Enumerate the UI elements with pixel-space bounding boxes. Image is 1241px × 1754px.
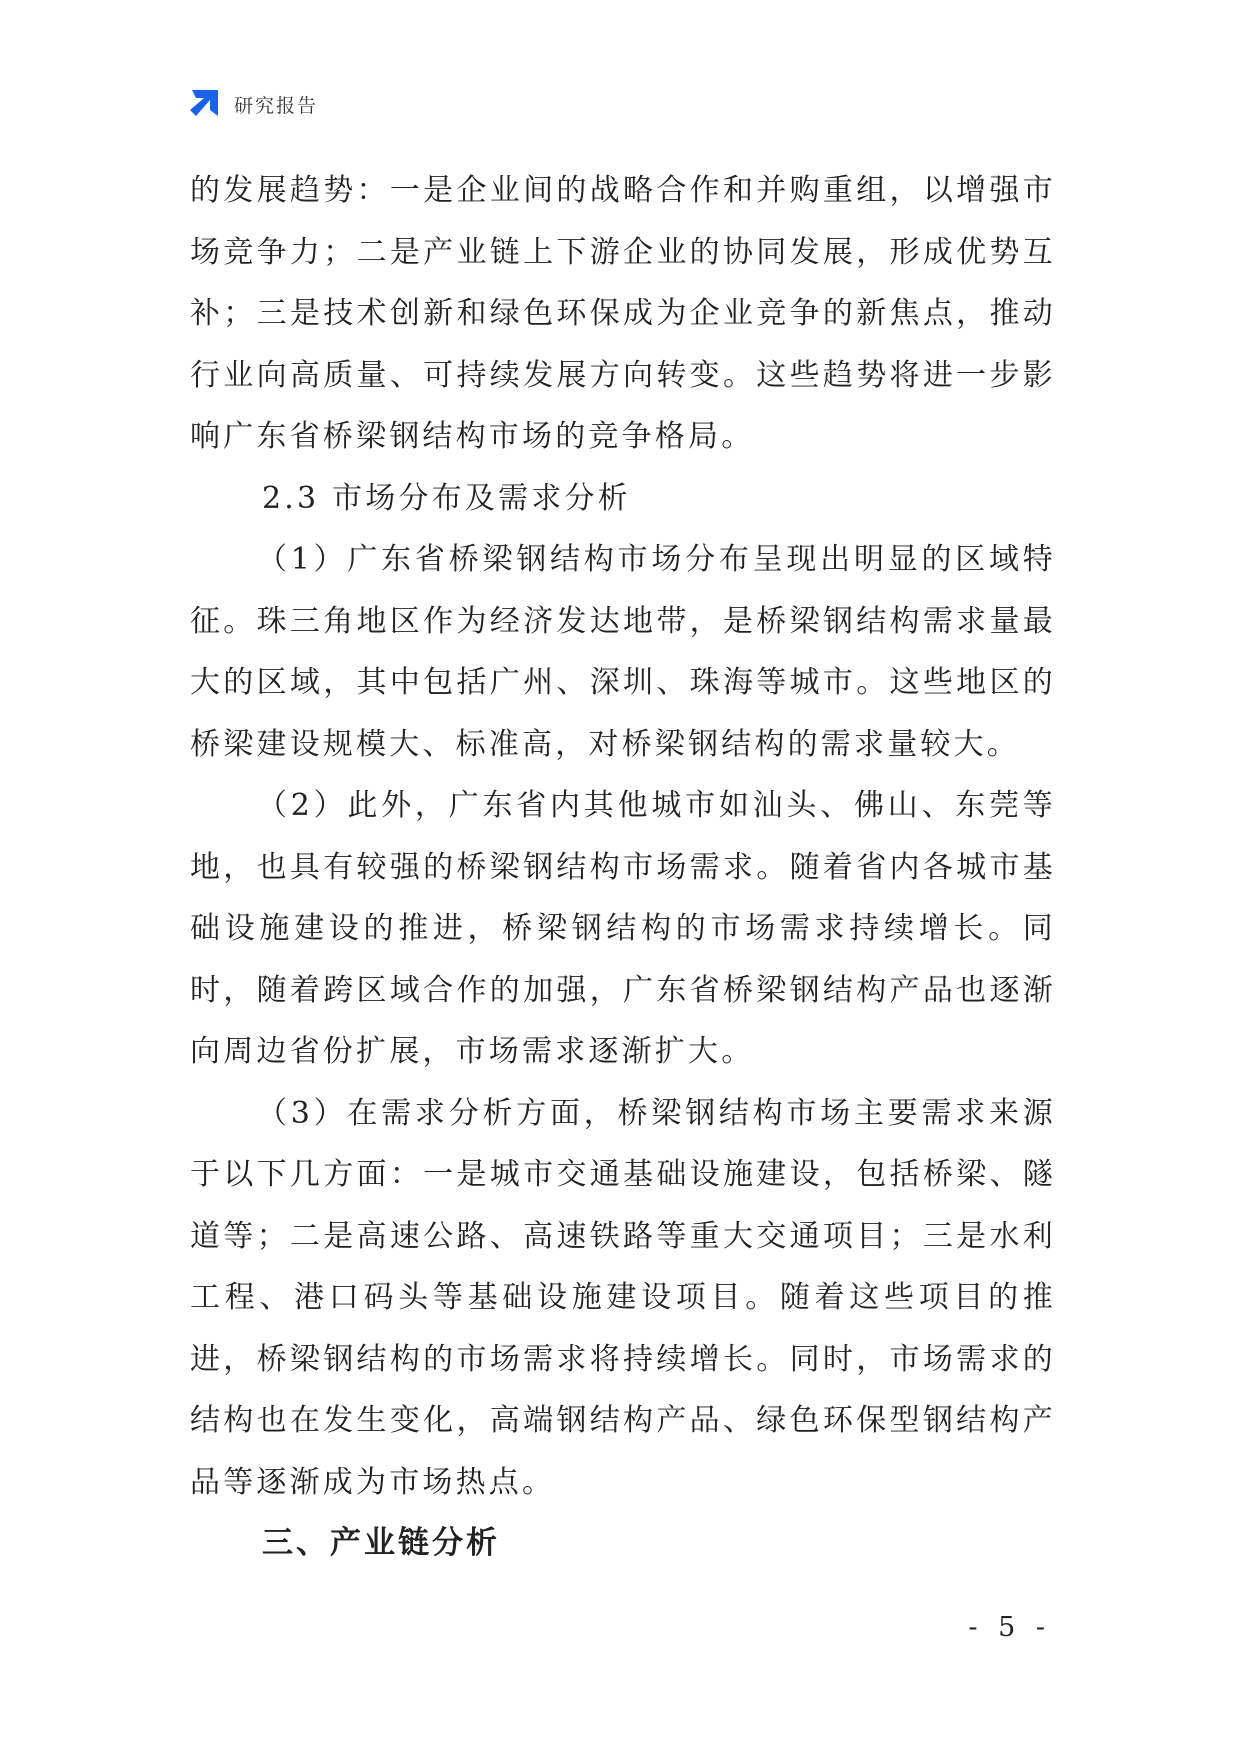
header-title: 研究报告 [234,94,319,117]
section-heading-2-3: 2.3 市场分布及需求分析 [262,480,631,516]
section-heading-3: 三、产业链分析 [262,1525,500,1561]
page-number: - 5 - [968,1612,1051,1643]
paragraph-distribution-1: （1）广东省桥梁钢结构市场分布呈现出明显的区域特征。珠三角地区作为经济发达地带，是桥梁钢结构需求量最大的区域，其中包括广州、深圳、珠海等城市。这些地区的桥梁建设规模大、标准高，对桥梁钢结构的需求量较大。 [190,542,1056,762]
report-header [188,86,318,122]
paragraph-trends: 的发展趋势：一是企业间的战略合作和并购重组，以增强市场竞争力；二是产业链上下游企业的协同发展，形成优势互补；三是技术创新和绿色环保成为企业竞争的新焦点，推动行业向高质量、可持续发展方向转变。这些趋势将进一步影响广东省桥梁钢结构市场的竞争格局。 [190,173,1056,454]
document-body [190,160,1056,1575]
paragraph-demand-analysis: （3）在需求分析方面，桥梁钢结构市场主要需求来源于以下几方面：一是城市交通基础设施建设，包括桥梁、隧道等；二是高速公路、高速铁路等重大交通项目；三是水利工程、港口码头等基础设施建设项目。随着这些项目的推进，桥梁钢结构的市场需求将持续增长。同时，市场需求的结构也在发生变化，高端钢结构产品、绿色环保型钢结构产品等逐渐成为市场热点。 [190,1095,1056,1500]
arrow-up-right-icon [188,88,220,120]
paragraph-distribution-2: （2）此外，广东省内其他城市如汕头、佛山、东莞等地，也具有较强的桥梁钢结构市场需求。随着省内各城市基础设施建设的推进，桥梁钢结构的市场需求持续增长。同时，随着跨区域合作的加强，广东省桥梁钢结构产品也逐渐向周边省份扩展，市场需求逐渐扩大。 [190,788,1056,1069]
